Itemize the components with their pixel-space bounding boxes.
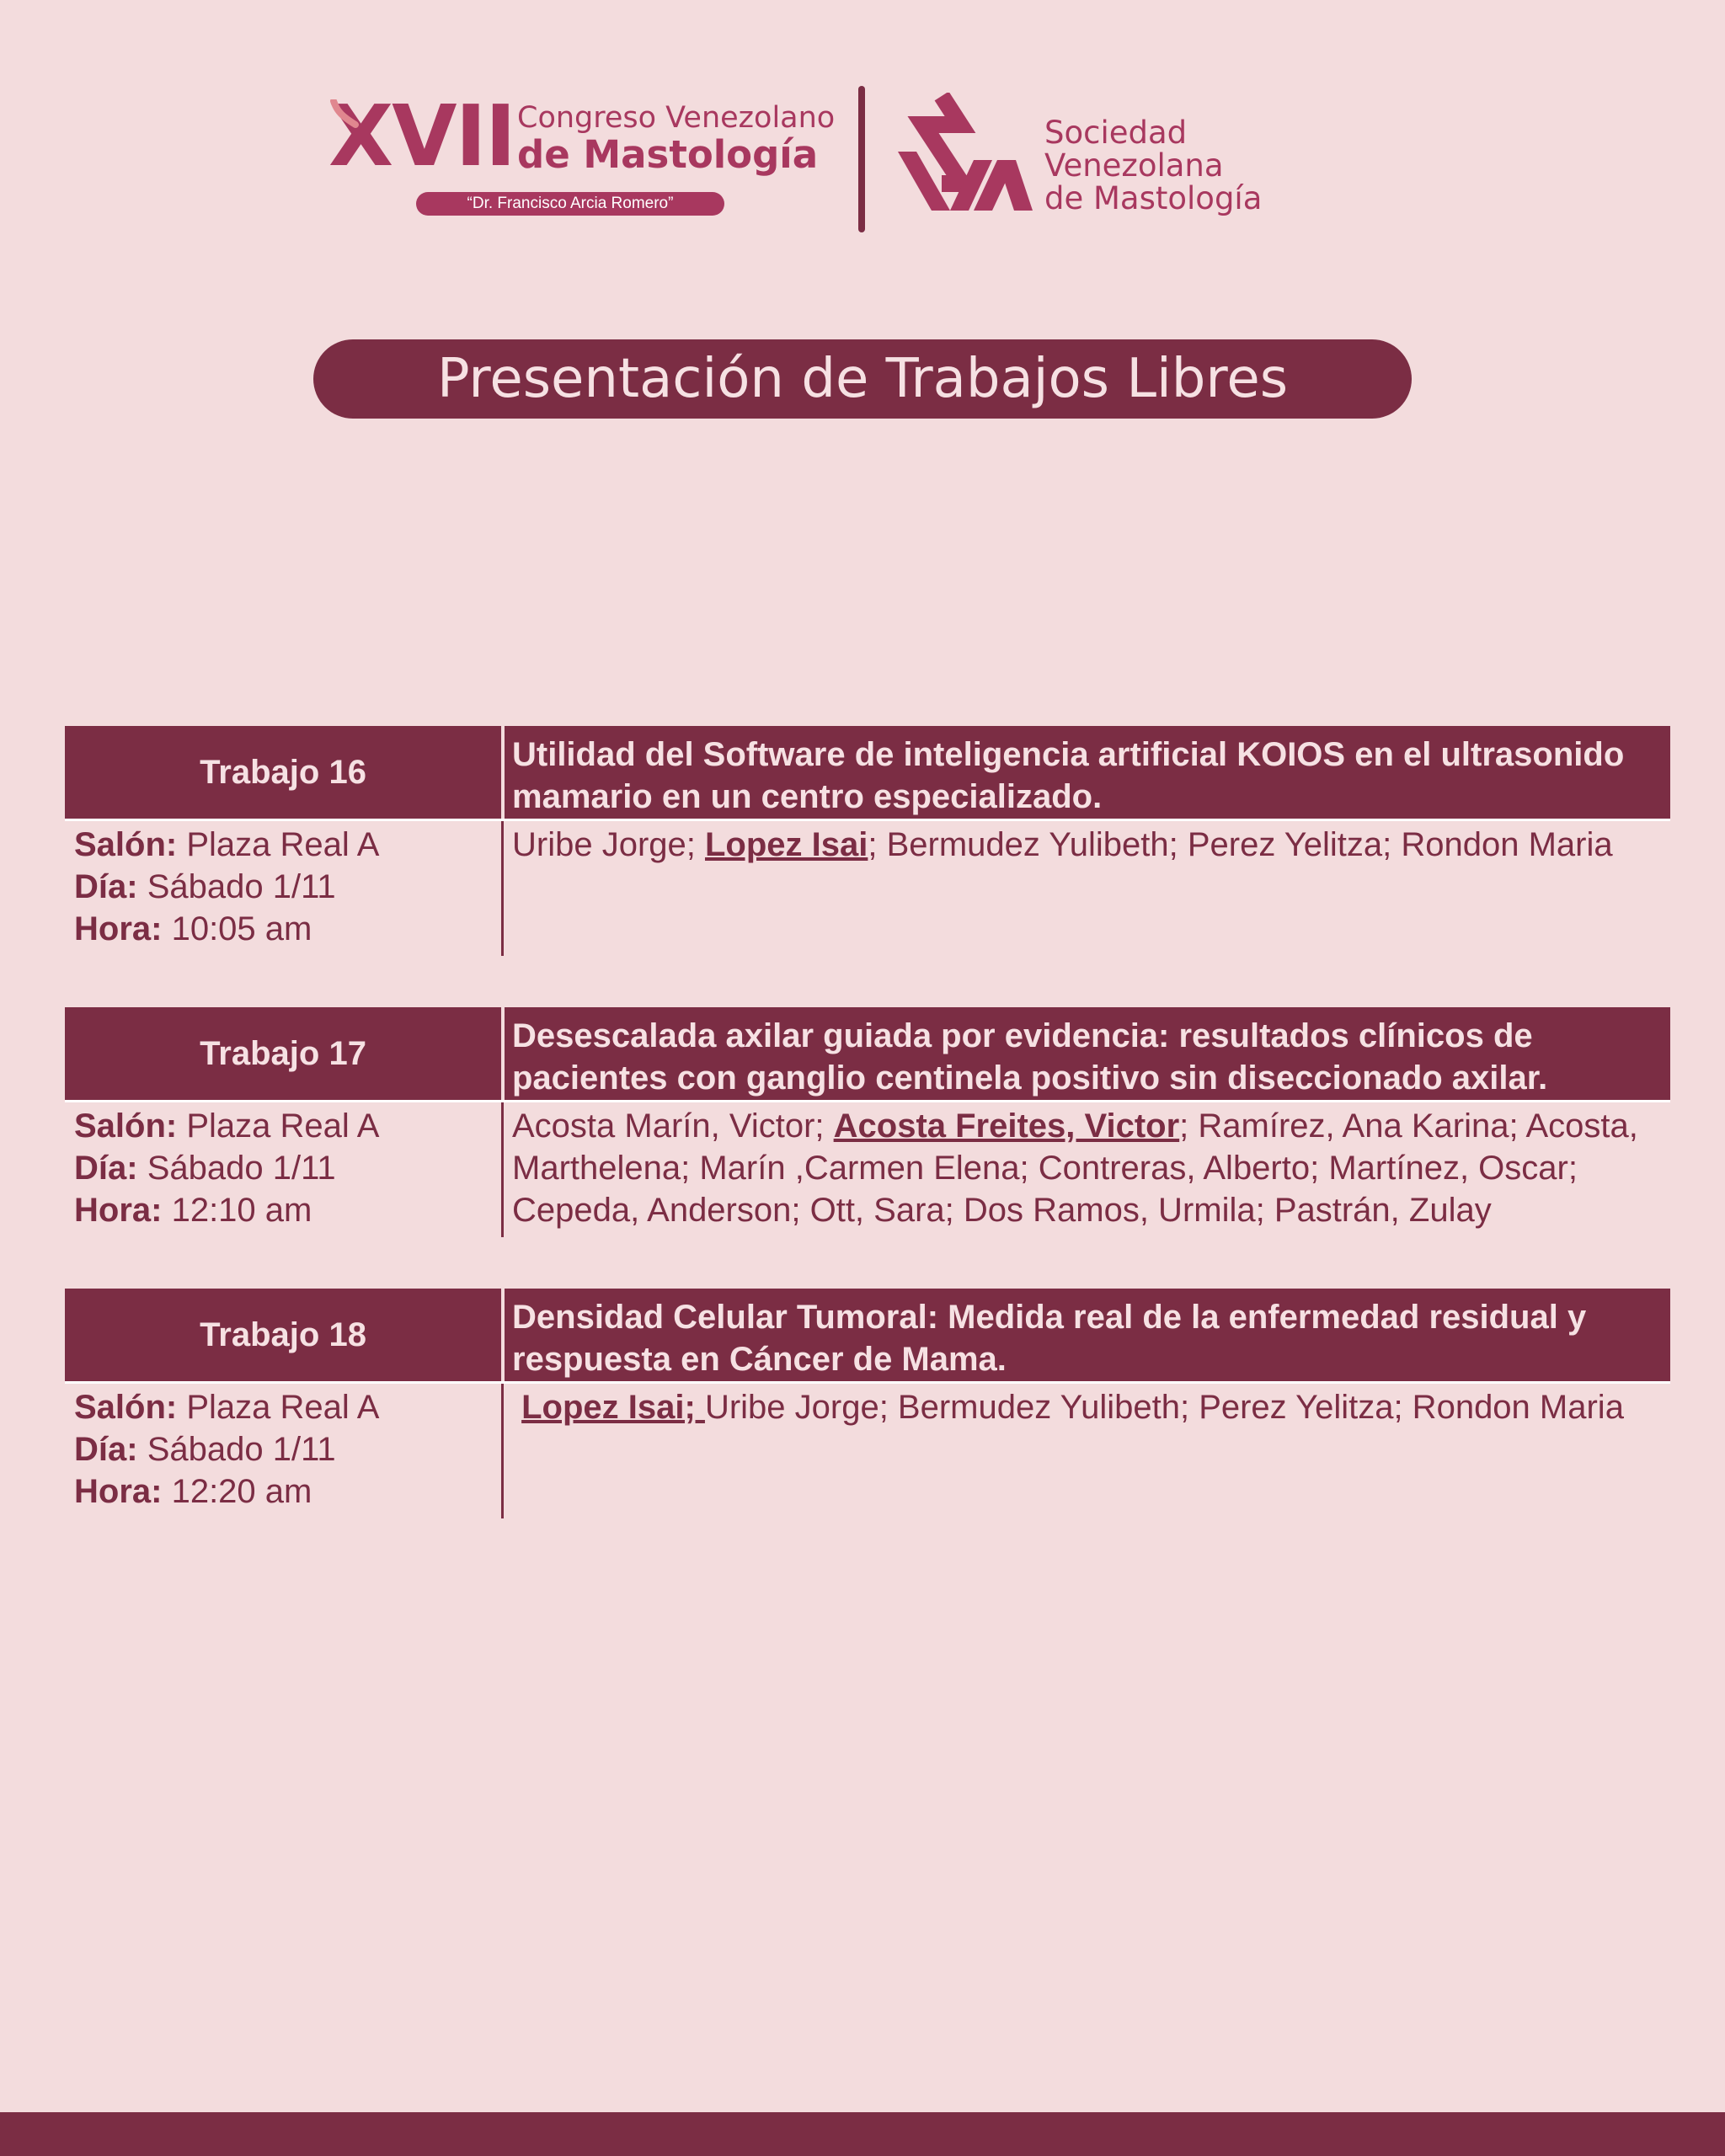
congress-logo xyxy=(328,87,836,217)
header-divider xyxy=(501,726,505,819)
session-info xyxy=(74,1105,495,1231)
dia-label: Día: xyxy=(74,1150,138,1187)
dia-label: Día: xyxy=(74,1431,138,1468)
presenter-name: Lopez Isai xyxy=(704,826,868,863)
column-divider xyxy=(501,1384,504,1518)
society-logo xyxy=(898,93,1285,227)
hora-row xyxy=(74,1189,495,1231)
column-divider xyxy=(501,1102,504,1237)
congress-name-line2: de Mastología xyxy=(517,132,819,177)
hora-value: 10:05 am xyxy=(171,910,312,947)
svm-monogram-icon xyxy=(898,93,1033,216)
logo-divider xyxy=(858,86,865,232)
society-name xyxy=(1044,116,1262,215)
authors-after: Uribe Jorge; Bermudez Yulibeth; Perez Yelitza; Rondon Maria xyxy=(704,1389,1624,1426)
salon-label: Salón: xyxy=(74,826,178,863)
authors-after: ; Bermudez Yulibeth; Perez Yelitza; Rondon Maria xyxy=(868,826,1613,863)
hora-value: 12:10 am xyxy=(171,1192,312,1229)
work-label: Trabajo 17 xyxy=(200,1035,366,1072)
dia-row xyxy=(74,1428,495,1470)
session-info xyxy=(74,1386,495,1513)
hora-label: Hora: xyxy=(74,1192,163,1229)
hora-label: Hora: xyxy=(74,910,163,947)
authors-list xyxy=(512,1105,1670,1231)
authors-before: Uribe Jorge; xyxy=(512,826,705,863)
dia-value: Sábado 1/11 xyxy=(147,868,336,905)
header-underline xyxy=(65,819,1670,821)
congress-name-line1: Congreso Venezolano xyxy=(517,101,836,135)
hora-label: Hora: xyxy=(74,1473,163,1510)
header-underline xyxy=(65,1381,1670,1384)
dia-value: Sábado 1/11 xyxy=(147,1150,336,1187)
hora-row xyxy=(74,908,495,950)
salon-value: Plaza Real A xyxy=(186,1107,380,1145)
salon-label: Salón: xyxy=(74,1389,178,1426)
dia-row xyxy=(74,1147,495,1189)
authors-after: ; Ramírez, Ana Karina; Acosta, Marthelena; Marín ,Carmen Elena; Contreras, Alberto; Martínez, Oscar; Cepeda, Anderson; Ott, Sara; Dos Ramos, Urmila; Pastrán, Zulay xyxy=(512,1107,1638,1229)
salon-row xyxy=(74,1105,495,1147)
society-name-line1: Sociedad xyxy=(1044,115,1188,151)
authors-before xyxy=(512,1389,521,1426)
congress-numeral-text: XVII xyxy=(328,87,515,185)
society-name-line2: Venezolana xyxy=(1044,147,1224,184)
salon-row xyxy=(74,1386,495,1428)
presenter-name: Lopez Isai; xyxy=(521,1389,705,1426)
society-name-line3: de Mastología xyxy=(1044,180,1263,216)
footer-bar xyxy=(0,2112,1725,2156)
work-title: Utilidad del Software de inteligencia artificial KOIOS en el ultrasonido mamario en un centro especializado. xyxy=(512,736,1625,815)
session-info xyxy=(74,824,495,950)
ribbon-icon xyxy=(330,99,359,128)
hora-value: 12:20 am xyxy=(171,1473,312,1510)
salon-value: Plaza Real A xyxy=(186,1389,380,1426)
hora-row xyxy=(74,1470,495,1513)
authors-list xyxy=(512,1386,1670,1428)
congress-honoree-badge: “Dr. Francisco Arcia Romero” xyxy=(416,192,724,216)
congress-numeral xyxy=(328,87,515,185)
salon-label: Salón: xyxy=(74,1107,178,1145)
header-divider xyxy=(501,1289,505,1381)
dia-row xyxy=(74,866,495,908)
work-title: Densidad Celular Tumoral: Medida real de la enfermedad residual y respuesta en Cáncer de Mama. xyxy=(512,1299,1587,1378)
work-label: Trabajo 18 xyxy=(200,1316,366,1353)
authors-before: Acosta Marín, Victor; xyxy=(512,1107,834,1145)
presenter-name: Acosta Freites, Victor xyxy=(833,1107,1180,1145)
work-title: Desescalada axilar guiada por evidencia: resultados clínicos de pacientes con ganglio centinela positivo sin diseccionado axilar. xyxy=(512,1017,1548,1097)
header-underline xyxy=(65,1100,1670,1102)
authors-list xyxy=(512,824,1670,866)
salon-value: Plaza Real A xyxy=(186,826,380,863)
dia-value: Sábado 1/11 xyxy=(147,1431,336,1468)
salon-row xyxy=(74,824,495,866)
work-label: Trabajo 16 xyxy=(200,754,366,791)
header-divider xyxy=(501,1007,505,1100)
column-divider xyxy=(501,821,504,956)
page-title: Presentación de Trabajos Libres xyxy=(313,339,1412,419)
dia-label: Día: xyxy=(74,868,138,905)
